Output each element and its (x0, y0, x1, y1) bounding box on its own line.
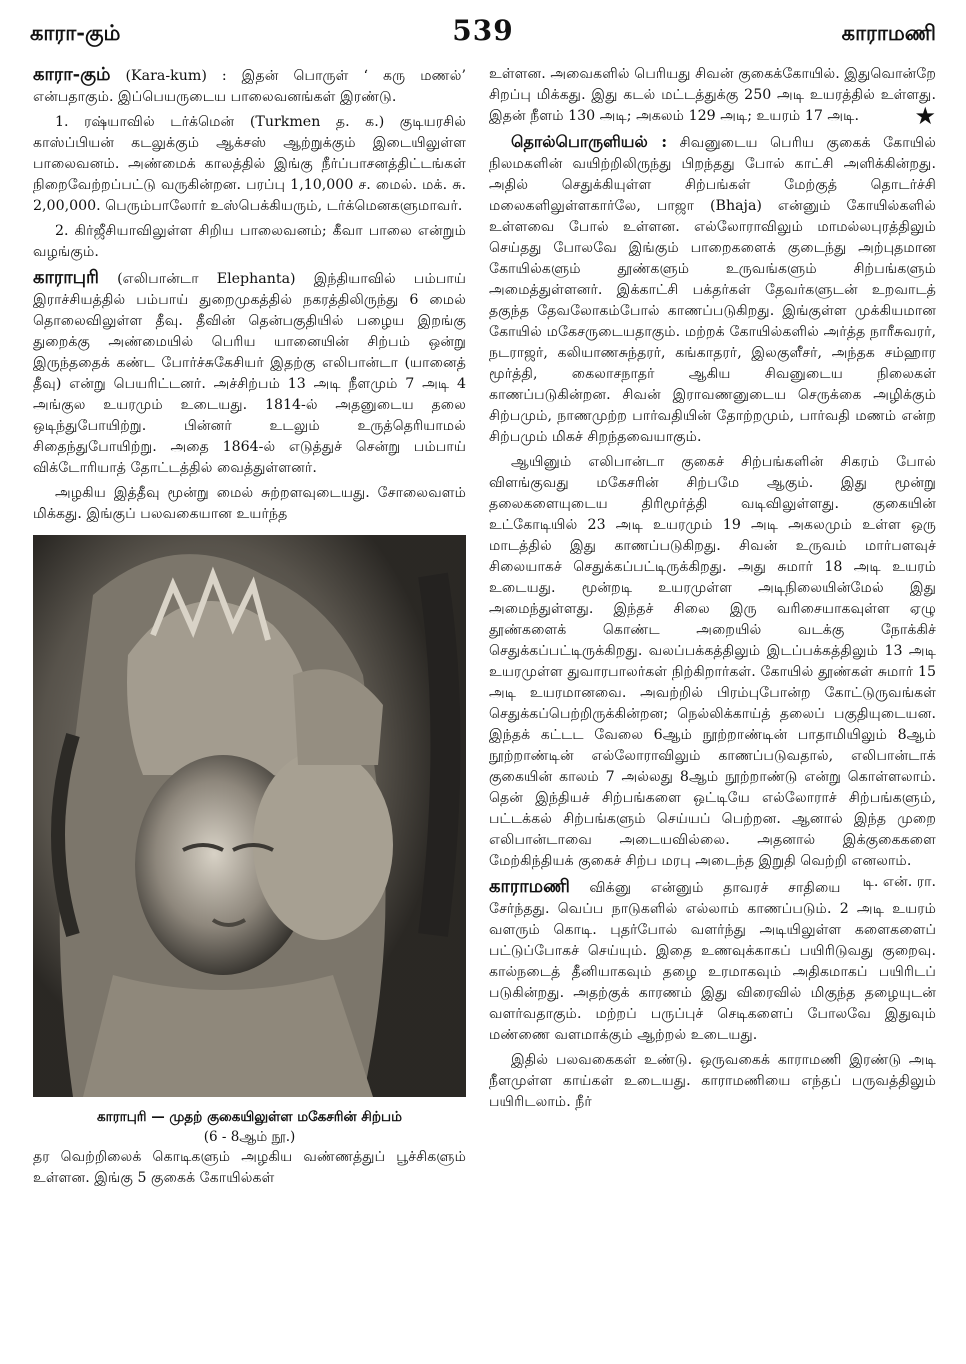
right-column (489, 64, 936, 1117)
paragraph: அழகிய இத்தீவு மூன்று மைல் சுற்றளவுடையது. சோலைவளம் மிக்கது. இங்குப் பலவகையான உயர்ந்த (33, 485, 466, 522)
entry-term-karakum: காரா-கும் (33, 64, 111, 85)
caption-title: காராபுரி — முதற் குகையிலுள்ள மகேசரின் சிற்பம் (97, 1109, 402, 1125)
sculpture-illustration (33, 535, 466, 1097)
running-header (30, 14, 936, 54)
author-signature: டி. என். ரா. (862, 874, 936, 890)
figure-caption (33, 1107, 466, 1147)
page-number: 539 (452, 14, 514, 47)
section-text: சிவனுடைய பெரிய குகைக் கோயில் நிலமகளின் வயிற்றிலிருந்து பிறந்தது போல் காட்சி அளிக்கின்றது. அதில் செதுக்கியுள்ள சிற்பங்கள் மேற்குத் தொடர்ச்சி மலைகளிலுள்ளகார்லே, பாஜா (Bhaja) என்னும் கோயில்களில் உள்ளவை போல் உள்ளன. எல்லோராவிலும் மாமல்லபுரத்திலும் செய்தது போலவே இங்கும் பாறைகளைக் குடைந்து அற்புதமான கோயில்களும் தூண்களும் உருவங்களும் சிற்பங்களும் அமைத்துள்ளனர். இக்காட்சி பக்தர்கள் தேவர்களுடன் உறவாடத் தகுந்த தேவலோகம்போல் காணப்படுகிறது. இங்குள்ள முக்கியமான கோயில் மகேசருடையதாகும். மற்றக் கோயில்களில் அர்த்த நாரீசுவரர், நடராஜர், கலியாணசுந்தரர், கங்காதரர், இலகுளீசர், அந்தக சம்ஹார மூர்த்தி, கைலாசநாதர் ஆகிய சிவனுடைய நிலைகள் காணப்படுகின்றன. சிவன் இராவணனுடைய செருக்கை அழிக்கும் சிற்பமும், நாணமுற்ற பார்வதியின் தோற்றமும், பார்வதி மணம் என்ற சிற்பமும் மிகச் சிறந்தவையாகும். (489, 135, 936, 445)
left-column (33, 64, 466, 1193)
caption-date: (6 - 8ஆம் நூ.) (203, 1129, 296, 1145)
entry-term-karamani: காராமணி (489, 876, 570, 897)
section-heading-archaeology: தொல்பொருளியல் : (511, 132, 668, 151)
entry-karamani (489, 876, 936, 1046)
section-archaeology (489, 131, 936, 448)
header-left-entry: காரா-கும் (30, 20, 121, 45)
entry-latin-karapuri: (எலிபான்டா Elephanta) (117, 271, 296, 287)
paragraph-text: ஆயினும் எலிபான்டா குகைச் சிற்பங்களின் சிகரம் போல் விளங்குவது மகேசரின் சிற்பமே ஆகும். இது மூன்று தலைகளையுடைய திரிமூர்த்தி வடிவிலுள்ளது. குகையின் உட்கோடியில் 23 அடி உயரமும் 19 அடி அகலமும் உள்ள ஒரு மாடத்தில் இது காணப்படுகிறது. சிவன் உருவம் மார்பளவுச் சிலையாகச் செதுக்கப்பட்டிருக்கிறது. அது சுமார் 18 அடி உயரம் உடையது. மூன்றடி உயரமுள்ள அடிநிலையின்மேல் இது அமைந்துள்ளது. இந்தச் சிலை இரு வரிசையாகவுள்ள ஏழு தூண்களைக் கொண்ட அறையில் வடக்கு நோக்கிச் செதுக்கப்பட்டிருக்கிறது. வலப்பக்கத்திலும் இடப்பக்கத்திலும் 13 அடி உயரமுள்ள துவாரபாலர்கள் நிற்கிறார்கள். கோயில் தூண்கள் சுமார் 15 அடி உயரமானவை. அவற்றில் பிரம்புபோன்ற கோட்டுருவங்கள் செதுக்கப்பெற்றிருக்கின்றன; நெல்லிக்காய்த் தலைப் பகுதியுடையன. இந்தக் கட்டட வேலை 6ஆம் நூற்றாண்டின் பாதாமியிலும் 8ஆம் நூற்றாண்டின் எல்லோராவிலும் காணப்படுவதால், எலிபான்டாக் குகையின் காலம் 7 அல்லது 8ஆம் நூற்றாண்டு என்று கொள்ளலாம். தென் இந்தியச் சிற்பங்களை ஒட்டியே எல்லோராச் சிற்பங்களும், பட்டக்கல் சிற்பங்களும் செய்யப் பெற்றன. ஆனால் இந்த முறை எலிபான்டாவை அடையவில்லை. அதனால் இக்குகைகளை மேற்கிந்தியக் குகைச் சிற்ப மரபு அடைந்த இறுதி வெற்றி எனலாம். (489, 454, 936, 869)
paragraph: 1. ரஷ்யாவில் டர்க்மென் (Turkmen த. க.) குடியரசில் காஸ்ப்பியன் கடலுக்கும் ஆக்சஸ் ஆற்றுக்கும் இடையிலுள்ள பாலைவனம். அண்மைக் காலத்தில் இங்கு நீர்ப்பாசனத்திட்டங்கள் நிறைவேற்றப்பட்டு வருகின்றன. பரப்பு 1,10,000 ச. மைல். மக். சு. 2,00,000. பெரும்பாலோர் உஸ்பெக்கியரும், டர்க்மெனகளுமாவர். (33, 114, 466, 214)
paragraph-continued (489, 64, 936, 130)
paragraph-text: உள்ளன. அவைகளில் பெரியது சிவன் குகைக்கோயில். இதுவொன்றே சிறப்பு மிக்கது. இது கடல் மட்டத்துக்கு 250 அடி உயரத்தில் உள்ளது. இதன் நீளம் 130 அடி; அகலம் 129 அடி; உயரம் 17 அடி. (489, 66, 936, 124)
paragraph: இதில் பலவகைகள் உண்டு. ஒருவகைக் காராமணி இரண்டு அடி நீளமுள்ள காய்கள் உடையது. காராமணியை எந்தப் பருவத்திலும் பயிரிடலாம். நீர் (489, 1052, 936, 1110)
paragraph: தர வெற்றிலைக் கொடிகளும் அழகிய வண்ணத்துப் பூச்சிகளும் உள்ளன. இங்கு 5 குகைக் கோயில்கள் (33, 1149, 466, 1186)
figure (33, 535, 466, 1147)
entry-karakum-intro (33, 64, 466, 108)
entry-text: இந்தியாவில் பம்பாய் இராச்சியத்தில் பம்பாய் துறைமுகத்தில் நகரத்திலிருந்து 6 மைல் தொலைவிலுள்ள தீவு. தீவின் தென்பகுதியில் பழைய இறங்கு துறைக்கு அண்மையில் பெரிய யானையின் சிற்பம் ஒன்று இருந்ததைக் கண்ட போர்ச்சுகேசியர் இதற்கு எலிபான்டா (யானைத் தீவு) என்று பெயரிட்டனர். அச்சிற்பம் 13 அடி நீளமும் 7 அடி 4 அங்குல உயரமும் உடையது. 1814-ல் அதனுடைய தலை ஒடிந்துபோயிற்று. பின்னர் உடலும் உருத்தெரியாமல் சிதைந்துபோயிற்று. அதை 1864-ல் எடுத்துச் சென்று பம்பாய் விக்டோரியாத் தோட்டத்தில் வைத்துள்ளனர். (33, 271, 467, 476)
entry-text: விக்னு என்னும் தாவரச் சாதியை சேர்ந்தது. வெப்ப நாடுகளில் எல்லாம் காணப்படும். 2 அடி உயரம் வளரும் கொடி. புதர்போல் வளர்ந்து அடியிலுள்ள களைகளைப் பட்டுப்போகச் செய்யும். இதை உணவுக்காகப் பயிரிடுவது குறைவு. கால்நடைத் தீனியாகவும் தழை உரமாகவும் அதிகமாகப் பயிரிடப் படுகின்றது. அதற்குக் காரணம் இது விரைவில் மிகுந்த தழையுடன் வளர்வதாகும். மற்றப் பருப்புச் செடிகளைப் போலவே இதுவும் மண்ணை வளமாக்கும் ஆற்றல் உடையது. (489, 880, 936, 1043)
entry-text: : இதன் பொருள் ‘ கரு மணல்’ என்பதாகும். இப்பெயருடைய பாலைவனங்கள் இரண்டு. (33, 68, 467, 105)
entry-karapuri (33, 267, 466, 479)
trimurti-sculpture-photo (33, 535, 466, 1097)
entry-term-karapuri: காராபுரி (33, 267, 99, 288)
header-right-entry: காராமணி (841, 20, 936, 45)
paragraph: 2. கிர்ஜீசியாவிலுள்ள சிறிய பாலைவனம்; கீவா பாலை என்றும் வழங்கும். (33, 223, 466, 260)
entry-latin-karakum: (Kara-kum) (125, 68, 207, 84)
star-marker: ★ (914, 102, 936, 130)
